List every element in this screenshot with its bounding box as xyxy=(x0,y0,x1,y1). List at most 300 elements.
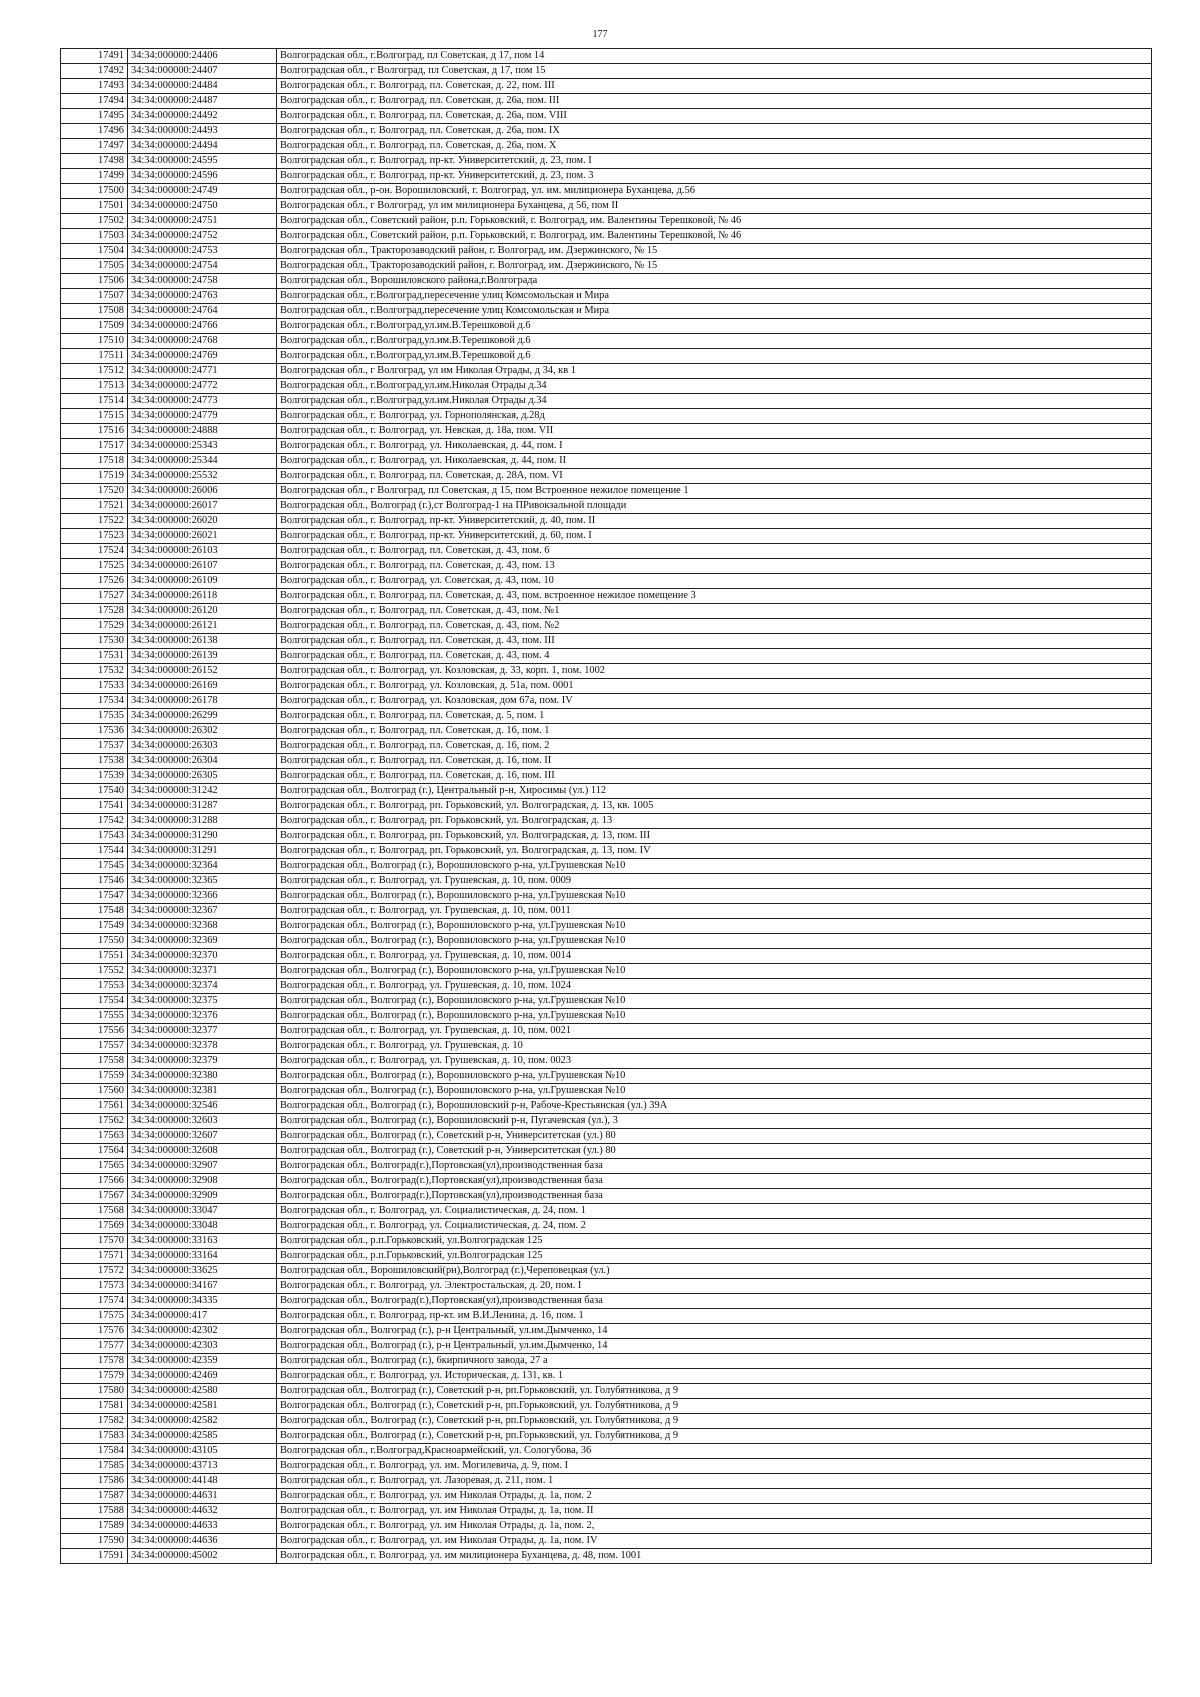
address-cell: Волгоградская обл., г.Волгоград,пересечение улиц Комсомольская и Мира xyxy=(277,289,1152,304)
cadastral-number-cell: 34:34:000000:34335 xyxy=(128,1294,277,1309)
address-cell: Волгоградская обл., Волгоград (г.), Ворошиловского р-на, ул.Грушевская №10 xyxy=(277,994,1152,1009)
cadastral-number-cell: 34:34:000000:24750 xyxy=(128,199,277,214)
table-row xyxy=(61,1069,1152,1084)
row-number-cell: 17493 xyxy=(61,79,128,94)
table-row xyxy=(61,769,1152,784)
table-row xyxy=(61,874,1152,889)
row-number-cell: 17509 xyxy=(61,319,128,334)
address-cell: Волгоградская обл., Волгоград (г.), Советский р-н, рп.Горьковский, ул. Голубятникова, д 9 xyxy=(277,1399,1152,1414)
row-number-cell: 17550 xyxy=(61,934,128,949)
table-row xyxy=(61,679,1152,694)
row-number-cell: 17515 xyxy=(61,409,128,424)
row-number-cell: 17553 xyxy=(61,979,128,994)
row-number-cell: 17540 xyxy=(61,784,128,799)
row-number-cell: 17576 xyxy=(61,1324,128,1339)
address-cell: Волгоградская обл., г. Волгоград, пл. Советская, д. 43, пом. встроенное нежилое помещение 3 xyxy=(277,589,1152,604)
table-row xyxy=(61,544,1152,559)
row-number-cell: 17589 xyxy=(61,1519,128,1534)
cadastral-number-cell: 34:34:000000:24769 xyxy=(128,349,277,364)
address-cell: Волгоградская обл., Советский район, р.п. Горьковский, г. Волгоград, им. Валентины Терешковой, № 46 xyxy=(277,214,1152,229)
address-cell: Волгоградская обл., г. Волгоград, ул. им Николая Отрады, д. 1а, пом. II xyxy=(277,1504,1152,1519)
row-number-cell: 17564 xyxy=(61,1144,128,1159)
row-number-cell: 17498 xyxy=(61,154,128,169)
cadastral-number-cell: 34:34:000000:34167 xyxy=(128,1279,277,1294)
table-row xyxy=(61,649,1152,664)
row-number-cell: 17566 xyxy=(61,1174,128,1189)
table-row xyxy=(61,1324,1152,1339)
row-number-cell: 17516 xyxy=(61,424,128,439)
table-row xyxy=(61,304,1152,319)
address-cell: Волгоградская обл., г. Волгоград, рп. Горьковский, ул. Волгоградская, д. 13, пом. III xyxy=(277,829,1152,844)
row-number-cell: 17562 xyxy=(61,1114,128,1129)
address-cell: Волгоградская обл., Волгоград (г.), Ворошиловский р-н, Пугачевская (ул.), 3 xyxy=(277,1114,1152,1129)
table-row xyxy=(61,1024,1152,1039)
address-cell: Волгоградская обл., г Волгоград, пл Советская, д 15, пом Встроенное нежилое помещение 1 xyxy=(277,484,1152,499)
cadastral-number-cell: 34:34:000000:44632 xyxy=(128,1504,277,1519)
address-cell: Волгоградская обл., г. Волгоград, ул. Горнополянская, д.28д xyxy=(277,409,1152,424)
cadastral-number-cell: 34:34:000000:24779 xyxy=(128,409,277,424)
row-number-cell: 17507 xyxy=(61,289,128,304)
table-row xyxy=(61,394,1152,409)
row-number-cell: 17506 xyxy=(61,274,128,289)
address-cell: Волгоградская обл., г. Волгоград, пл. Советская, д. 43, пом. 6 xyxy=(277,544,1152,559)
row-number-cell: 17569 xyxy=(61,1219,128,1234)
row-number-cell: 17575 xyxy=(61,1309,128,1324)
cadastral-number-cell: 34:34:000000:24771 xyxy=(128,364,277,379)
row-number-cell: 17538 xyxy=(61,754,128,769)
registry-table xyxy=(60,48,1152,1564)
row-number-cell: 17578 xyxy=(61,1354,128,1369)
row-number-cell: 17545 xyxy=(61,859,128,874)
address-cell: Волгоградская обл., г.Волгоград,ул.им.Николая Отрады д.34 xyxy=(277,379,1152,394)
cadastral-number-cell: 34:34:000000:26103 xyxy=(128,544,277,559)
cadastral-number-cell: 34:34:000000:32909 xyxy=(128,1189,277,1204)
address-cell: Волгоградская обл., г. Волгоград, ул. Грушевская, д. 10, пом. 0009 xyxy=(277,874,1152,889)
table-row xyxy=(61,619,1152,634)
row-number-cell: 17524 xyxy=(61,544,128,559)
row-number-cell: 17525 xyxy=(61,559,128,574)
cadastral-number-cell: 34:34:000000:32608 xyxy=(128,1144,277,1159)
cadastral-number-cell: 34:34:000000:24407 xyxy=(128,64,277,79)
cadastral-number-cell: 34:34:000000:32381 xyxy=(128,1084,277,1099)
address-cell: Волгоградская обл., г. Волгоград, пр-кт. им В.И.Ленина, д. 16, пом. 1 xyxy=(277,1309,1152,1324)
table-row xyxy=(61,349,1152,364)
table-row xyxy=(61,1099,1152,1114)
address-cell: Волгоградская обл., г. Волгоград, ул. им милиционера Буханцева, д. 48, пом. 1001 xyxy=(277,1549,1152,1564)
row-number-cell: 17518 xyxy=(61,454,128,469)
row-number-cell: 17588 xyxy=(61,1504,128,1519)
row-number-cell: 17548 xyxy=(61,904,128,919)
address-cell: Волгоградская обл., г.Волгоград,пересечение улиц Комсомольская и Мира xyxy=(277,304,1152,319)
address-cell: Волгоградская обл., г. Волгоград, пл. Советская, д. 16, пом. 1 xyxy=(277,724,1152,739)
cadastral-number-cell: 34:34:000000:32377 xyxy=(128,1024,277,1039)
table-row xyxy=(61,454,1152,469)
table-row xyxy=(61,919,1152,934)
cadastral-number-cell: 34:34:000000:26017 xyxy=(128,499,277,514)
row-number-cell: 17517 xyxy=(61,439,128,454)
cadastral-number-cell: 34:34:000000:26118 xyxy=(128,589,277,604)
row-number-cell: 17505 xyxy=(61,259,128,274)
address-cell: Волгоградская обл., г. Волгоград, пр-кт. Университетский, д. 40, пом. II xyxy=(277,514,1152,529)
address-cell: Волгоградская обл., Волгоград(г.),Портовская(ул),производственная база xyxy=(277,1189,1152,1204)
cadastral-number-cell: 34:34:000000:43713 xyxy=(128,1459,277,1474)
address-cell: Волгоградская обл., Волгоград (г.), Ворошиловского р-на, ул.Грушевская №10 xyxy=(277,1084,1152,1099)
cadastral-number-cell: 34:34:000000:24772 xyxy=(128,379,277,394)
row-number-cell: 17497 xyxy=(61,139,128,154)
address-cell: Волгоградская обл., г. Волгоград, пл. Советская, д. 22, пом. III xyxy=(277,79,1152,94)
row-number-cell: 17556 xyxy=(61,1024,128,1039)
address-cell: Волгоградская обл., г. Волгоград, ул. Грушевская, д. 10, пом. 0014 xyxy=(277,949,1152,964)
address-cell: Волгоградская обл., г.Волгоград,ул.им.В.Терешковой д.6 xyxy=(277,319,1152,334)
address-cell: Волгоградская обл., Волгоград(г.),Портовская(ул),производственная база xyxy=(277,1159,1152,1174)
address-cell: Волгоградская обл., г. Волгоград, пл. Советская, д. 28А, пом. VI xyxy=(277,469,1152,484)
table-row xyxy=(61,64,1152,79)
row-number-cell: 17495 xyxy=(61,109,128,124)
table-row xyxy=(61,1489,1152,1504)
table-row xyxy=(61,694,1152,709)
table-row xyxy=(61,1459,1152,1474)
row-number-cell: 17527 xyxy=(61,589,128,604)
table-row xyxy=(61,1339,1152,1354)
address-cell: Волгоградская обл., Волгоград (г.), Ворошиловского р-на, ул.Грушевская №10 xyxy=(277,1069,1152,1084)
address-cell: Волгоградская обл., г. Волгоград, ул. Электростальская, д. 20, пом. I xyxy=(277,1279,1152,1294)
address-cell: Волгоградская обл., г. Волгоград, пл. Советская, д. 5, пом. 1 xyxy=(277,709,1152,724)
address-cell: Волгоградская обл., г. Волгоград, пр-кт. Университетский, д. 23, пом. 3 xyxy=(277,169,1152,184)
cadastral-number-cell: 34:34:000000:31291 xyxy=(128,844,277,859)
address-cell: Волгоградская обл., г Волгоград, пл Советская, д 17, пом 15 xyxy=(277,64,1152,79)
address-cell: Волгоградская обл., г. Волгоград, ул. им Николая Отрады, д. 1а, пом. IV xyxy=(277,1534,1152,1549)
table-row xyxy=(61,1174,1152,1189)
cadastral-number-cell: 34:34:000000:26169 xyxy=(128,679,277,694)
address-cell: Волгоградская обл., г. Волгоград, пл. Советская, д. 16, пом. II xyxy=(277,754,1152,769)
cadastral-number-cell: 34:34:000000:44631 xyxy=(128,1489,277,1504)
table-row xyxy=(61,334,1152,349)
table-row xyxy=(61,604,1152,619)
cadastral-number-cell: 34:34:000000:26107 xyxy=(128,559,277,574)
address-cell: Волгоградская обл., Волгоград (г.), Ворошиловского р-на, ул.Грушевская №10 xyxy=(277,919,1152,934)
address-cell: Волгоградская обл., Волгоград (г.), Советский р-н, рп.Горьковский, ул. Голубятникова, д 9 xyxy=(277,1414,1152,1429)
cadastral-number-cell: 34:34:000000:24773 xyxy=(128,394,277,409)
cadastral-number-cell: 34:34:000000:31288 xyxy=(128,814,277,829)
table-row xyxy=(61,154,1152,169)
table-row xyxy=(61,94,1152,109)
table-row xyxy=(61,1534,1152,1549)
row-number-cell: 17536 xyxy=(61,724,128,739)
table-row xyxy=(61,574,1152,589)
row-number-cell: 17574 xyxy=(61,1294,128,1309)
address-cell: Волгоградская обл., Волгоград (г.), Ворошиловского р-на, ул.Грушевская №10 xyxy=(277,964,1152,979)
row-number-cell: 17508 xyxy=(61,304,128,319)
cadastral-number-cell: 34:34:000000:33625 xyxy=(128,1264,277,1279)
table-row xyxy=(61,139,1152,154)
address-cell: Волгоградская обл., Волгоград (г.), р-н Центральный, ул.им.Дымченко, 14 xyxy=(277,1324,1152,1339)
cadastral-number-cell: 34:34:000000:26120 xyxy=(128,604,277,619)
address-cell: Волгоградская обл., Волгоград (г.), Советский р-н, Университетская (ул.) 80 xyxy=(277,1144,1152,1159)
cadastral-number-cell: 34:34:000000:26304 xyxy=(128,754,277,769)
row-number-cell: 17513 xyxy=(61,379,128,394)
address-cell: Волгоградская обл., г. Волгоград, пл. Советская, д. 43, пом. №2 xyxy=(277,619,1152,634)
row-number-cell: 17542 xyxy=(61,814,128,829)
table-row xyxy=(61,1519,1152,1534)
address-cell: Волгоградская обл., г. Волгоград, ул. Историческая, д. 131, кв. 1 xyxy=(277,1369,1152,1384)
cadastral-number-cell: 34:34:000000:32367 xyxy=(128,904,277,919)
address-cell: Волгоградская обл., г. Волгоград, пл. Советская, д. 43, пом. 13 xyxy=(277,559,1152,574)
table-row xyxy=(61,559,1152,574)
row-number-cell: 17572 xyxy=(61,1264,128,1279)
address-cell: Волгоградская обл., г Волгоград, ул им милиционера Буханцева, д 56, пом II xyxy=(277,199,1152,214)
table-row xyxy=(61,589,1152,604)
cadastral-number-cell: 34:34:000000:33048 xyxy=(128,1219,277,1234)
address-cell: Волгоградская обл., г. Волгоград, ул. Грушевская, д. 10, пом. 0011 xyxy=(277,904,1152,919)
table-row xyxy=(61,1009,1152,1024)
table-row xyxy=(61,784,1152,799)
address-cell: Волгоградская обл., р-он. Ворошиловский, г. Волгоград, ул. им. милиционера Буханцева, д.56 xyxy=(277,184,1152,199)
address-cell: Волгоградская обл., г. Волгоград, пр-кт. Университетский, д. 60, пом. I xyxy=(277,529,1152,544)
address-cell: Волгоградская обл., г. Волгоград, ул. Грушевская, д. 10, пом. 0021 xyxy=(277,1024,1152,1039)
cadastral-number-cell: 34:34:000000:45002 xyxy=(128,1549,277,1564)
row-number-cell: 17512 xyxy=(61,364,128,379)
row-number-cell: 17504 xyxy=(61,244,128,259)
cadastral-number-cell: 34:34:000000:42359 xyxy=(128,1354,277,1369)
table-row xyxy=(61,184,1152,199)
address-cell: Волгоградская обл., г. Волгоград, пл. Советская, д. 26а, пом. III xyxy=(277,94,1152,109)
row-number-cell: 17494 xyxy=(61,94,128,109)
row-number-cell: 17510 xyxy=(61,334,128,349)
table-row xyxy=(61,1384,1152,1399)
cadastral-number-cell: 34:34:000000:24484 xyxy=(128,79,277,94)
cadastral-number-cell: 34:34:000000:25532 xyxy=(128,469,277,484)
cadastral-number-cell: 34:34:000000:32375 xyxy=(128,994,277,1009)
row-number-cell: 17587 xyxy=(61,1489,128,1504)
cadastral-number-cell: 34:34:000000:24888 xyxy=(128,424,277,439)
table-row xyxy=(61,289,1152,304)
address-cell: Волгоградская обл., р.п.Горьковский, ул.Волгоградская 125 xyxy=(277,1234,1152,1249)
table-row xyxy=(61,124,1152,139)
cadastral-number-cell: 34:34:000000:32378 xyxy=(128,1039,277,1054)
table-row xyxy=(61,949,1152,964)
address-cell: Волгоградская обл., Волгоград(г.),Портовская(ул),производственная база xyxy=(277,1294,1152,1309)
cadastral-number-cell: 34:34:000000:42302 xyxy=(128,1324,277,1339)
cadastral-number-cell: 34:34:000000:26303 xyxy=(128,739,277,754)
cadastral-number-cell: 34:34:000000:32370 xyxy=(128,949,277,964)
row-number-cell: 17547 xyxy=(61,889,128,904)
cadastral-number-cell: 34:34:000000:32603 xyxy=(128,1114,277,1129)
address-cell: Волгоградская обл., г.Волгоград,Красноармейский, ул. Сологубова, 36 xyxy=(277,1444,1152,1459)
address-cell: Волгоградская обл., г. Волгоград, пл. Советская, д. 43, пом. 4 xyxy=(277,649,1152,664)
cadastral-number-cell: 34:34:000000:43105 xyxy=(128,1444,277,1459)
table-row xyxy=(61,499,1152,514)
cadastral-number-cell: 34:34:000000:26138 xyxy=(128,634,277,649)
address-cell: Волгоградская обл., г.Волгоград,ул.им.В.Терешковой д.6 xyxy=(277,334,1152,349)
row-number-cell: 17499 xyxy=(61,169,128,184)
row-number-cell: 17568 xyxy=(61,1204,128,1219)
table-row xyxy=(61,1084,1152,1099)
table-row xyxy=(61,259,1152,274)
table-row xyxy=(61,1279,1152,1294)
row-number-cell: 17565 xyxy=(61,1159,128,1174)
row-number-cell: 17528 xyxy=(61,604,128,619)
table-row xyxy=(61,364,1152,379)
table-row xyxy=(61,1189,1152,1204)
table-row xyxy=(61,439,1152,454)
table-row xyxy=(61,1144,1152,1159)
cadastral-number-cell: 34:34:000000:32369 xyxy=(128,934,277,949)
address-cell: Волгоградская обл., г. Волгоград, ул. Социалистическая, д. 24, пом. 2 xyxy=(277,1219,1152,1234)
row-number-cell: 17584 xyxy=(61,1444,128,1459)
cadastral-number-cell: 34:34:000000:26121 xyxy=(128,619,277,634)
cadastral-number-cell: 34:34:000000:32371 xyxy=(128,964,277,979)
cadastral-number-cell: 34:34:000000:32907 xyxy=(128,1159,277,1174)
cadastral-number-cell: 34:34:000000:32364 xyxy=(128,859,277,874)
cadastral-number-cell: 34:34:000000:33164 xyxy=(128,1249,277,1264)
table-row xyxy=(61,1309,1152,1324)
table-row xyxy=(61,469,1152,484)
row-number-cell: 17502 xyxy=(61,214,128,229)
address-cell: Волгоградская обл., г. Волгоград, пл. Советская, д. 16, пом. 2 xyxy=(277,739,1152,754)
cadastral-number-cell: 34:34:000000:24763 xyxy=(128,289,277,304)
row-number-cell: 17586 xyxy=(61,1474,128,1489)
table-row xyxy=(61,1354,1152,1369)
address-cell: Волгоградская обл., Тракторозаводский район, г. Волгоград, им. Дзержинского, № 15 xyxy=(277,244,1152,259)
row-number-cell: 17529 xyxy=(61,619,128,634)
table-row xyxy=(61,1444,1152,1459)
table-row xyxy=(61,1234,1152,1249)
row-number-cell: 17503 xyxy=(61,229,128,244)
cadastral-number-cell: 34:34:000000:32607 xyxy=(128,1129,277,1144)
cadastral-number-cell: 34:34:000000:24494 xyxy=(128,139,277,154)
address-cell: Волгоградская обл., г. Волгоград, рп. Горьковский, ул. Волгоградская, д. 13, кв. 1005 xyxy=(277,799,1152,814)
address-cell: Волгоградская обл., г. Волгоград, пл. Советская, д. 43, пом. III xyxy=(277,634,1152,649)
row-number-cell: 17585 xyxy=(61,1459,128,1474)
address-cell: Волгоградская обл., г. Волгоград, пл. Советская, д. 26а, пом. IX xyxy=(277,124,1152,139)
cadastral-number-cell: 34:34:000000:42585 xyxy=(128,1429,277,1444)
address-cell: Волгоградская обл., Волгоград (г.), Ворошиловского р-на, ул.Грушевская №10 xyxy=(277,859,1152,874)
cadastral-number-cell: 34:34:000000:31290 xyxy=(128,829,277,844)
table-row xyxy=(61,634,1152,649)
address-cell: Волгоградская обл., Ворошиловский(рн),Волгоград (г.),Череповецкая (ул.) xyxy=(277,1264,1152,1279)
table-row xyxy=(61,79,1152,94)
row-number-cell: 17549 xyxy=(61,919,128,934)
cadastral-number-cell: 34:34:000000:32376 xyxy=(128,1009,277,1024)
address-cell: Волгоградская обл., г. Волгоград, пл. Советская, д. 26а, пом. X xyxy=(277,139,1152,154)
table-row xyxy=(61,1429,1152,1444)
table-row xyxy=(61,1204,1152,1219)
address-cell: Волгоградская обл., г.Волгоград,ул.им.Николая Отрады д.34 xyxy=(277,394,1152,409)
cadastral-number-cell: 34:34:000000:24751 xyxy=(128,214,277,229)
row-number-cell: 17583 xyxy=(61,1429,128,1444)
table-row xyxy=(61,904,1152,919)
table-row xyxy=(61,1549,1152,1564)
row-number-cell: 17491 xyxy=(61,49,128,64)
row-number-cell: 17501 xyxy=(61,199,128,214)
cadastral-number-cell: 34:34:000000:24758 xyxy=(128,274,277,289)
cadastral-number-cell: 34:34:000000:26302 xyxy=(128,724,277,739)
table-row xyxy=(61,274,1152,289)
table-row xyxy=(61,1114,1152,1129)
row-number-cell: 17573 xyxy=(61,1279,128,1294)
table-row xyxy=(61,1399,1152,1414)
row-number-cell: 17532 xyxy=(61,664,128,679)
address-cell: Волгоградская обл., г. Волгоград, рп. Горьковский, ул. Волгоградская, д. 13 xyxy=(277,814,1152,829)
address-cell: Волгоградская обл., г. Волгоград, пл. Советская, д. 26а, пом. VIII xyxy=(277,109,1152,124)
table-row xyxy=(61,409,1152,424)
row-number-cell: 17580 xyxy=(61,1384,128,1399)
cadastral-number-cell: 34:34:000000:417 xyxy=(128,1309,277,1324)
cadastral-number-cell: 34:34:000000:33163 xyxy=(128,1234,277,1249)
address-cell: Волгоградская обл., Волгоград (г.), Ворошиловского р-на, ул.Грушевская №10 xyxy=(277,889,1152,904)
row-number-cell: 17570 xyxy=(61,1234,128,1249)
row-number-cell: 17560 xyxy=(61,1084,128,1099)
row-number-cell: 17539 xyxy=(61,769,128,784)
table-row xyxy=(61,514,1152,529)
address-cell: Волгоградская обл., Тракторозаводский район, г. Волгоград, им. Дзержинского, № 15 xyxy=(277,259,1152,274)
address-cell: Волгоградская обл., г Волгоград, ул им Николая Отрады, д 34, кв 1 xyxy=(277,364,1152,379)
row-number-cell: 17557 xyxy=(61,1039,128,1054)
table-row xyxy=(61,229,1152,244)
row-number-cell: 17551 xyxy=(61,949,128,964)
address-cell: Волгоградская обл., г. Волгоград, пр-кт. Университетский, д. 23, пом. I xyxy=(277,154,1152,169)
address-cell: Волгоградская обл., г. Волгоград, ул. им Николая Отрады, д. 1а, пом. 2 xyxy=(277,1489,1152,1504)
cadastral-number-cell: 34:34:000000:33047 xyxy=(128,1204,277,1219)
address-cell: Волгоградская обл., г. Волгоград, рп. Горьковский, ул. Волгоградская, д. 13, пом. IV xyxy=(277,844,1152,859)
table-row xyxy=(61,169,1152,184)
table-row xyxy=(61,739,1152,754)
cadastral-number-cell: 34:34:000000:26178 xyxy=(128,694,277,709)
cadastral-number-cell: 34:34:000000:24596 xyxy=(128,169,277,184)
cadastral-number-cell: 34:34:000000:42581 xyxy=(128,1399,277,1414)
table-row xyxy=(61,424,1152,439)
row-number-cell: 17522 xyxy=(61,514,128,529)
cadastral-number-cell: 34:34:000000:32379 xyxy=(128,1054,277,1069)
table-row xyxy=(61,964,1152,979)
row-number-cell: 17561 xyxy=(61,1099,128,1114)
address-cell: Волгоградская обл., Волгоград (г.), Ворошиловского р-на, ул.Грушевская №10 xyxy=(277,934,1152,949)
cadastral-number-cell: 34:34:000000:44636 xyxy=(128,1534,277,1549)
address-cell: Волгоградская обл., г. Волгоград, ул. Николаевская, д. 44, пом. II xyxy=(277,454,1152,469)
table-row xyxy=(61,889,1152,904)
address-cell: Волгоградская обл., Волгоград (г.), Ворошиловского р-на, ул.Грушевская №10 xyxy=(277,1009,1152,1024)
cadastral-number-cell: 34:34:000000:42469 xyxy=(128,1369,277,1384)
table-row xyxy=(61,379,1152,394)
table-row xyxy=(61,1249,1152,1264)
address-cell: Волгоградская обл., г. Волгоград, ул. Лазоревая, д. 211, пом. 1 xyxy=(277,1474,1152,1489)
row-number-cell: 17530 xyxy=(61,634,128,649)
registry-table-body xyxy=(61,49,1152,1564)
row-number-cell: 17533 xyxy=(61,679,128,694)
address-cell: Волгоградская обл., г.Волгоград, пл Советская, д 17, пом 14 xyxy=(277,49,1152,64)
address-cell: Волгоградская обл., Волгоград (г.),ст Волгоград-1 на ПРивокзальной площади xyxy=(277,499,1152,514)
cadastral-number-cell: 34:34:000000:24749 xyxy=(128,184,277,199)
cadastral-number-cell: 34:34:000000:26020 xyxy=(128,514,277,529)
table-row xyxy=(61,1414,1152,1429)
address-cell: Волгоградская обл., Волгоград (г.), 6кирпичного завода, 27 а xyxy=(277,1354,1152,1369)
row-number-cell: 17531 xyxy=(61,649,128,664)
cadastral-number-cell: 34:34:000000:32374 xyxy=(128,979,277,994)
table-row xyxy=(61,754,1152,769)
row-number-cell: 17523 xyxy=(61,529,128,544)
address-cell: Волгоградская обл., г. Волгоград, ул. им Николая Отрады, д. 1а, пом. 2, xyxy=(277,1519,1152,1534)
table-row xyxy=(61,709,1152,724)
table-row xyxy=(61,319,1152,334)
address-cell: Волгоградская обл., г. Волгоград, ул. Николаевская, д. 44, пом. I xyxy=(277,439,1152,454)
address-cell: Волгоградская обл., Волгоград (г.), Центральный р-н, Хиросимы (ул.) 112 xyxy=(277,784,1152,799)
row-number-cell: 17546 xyxy=(61,874,128,889)
table-row xyxy=(61,49,1152,64)
address-cell: Волгоградская обл., г. Волгоград, ул. им. Могилевича, д. 9, пом. I xyxy=(277,1459,1152,1474)
cadastral-number-cell: 34:34:000000:32368 xyxy=(128,919,277,934)
row-number-cell: 17519 xyxy=(61,469,128,484)
row-number-cell: 17526 xyxy=(61,574,128,589)
